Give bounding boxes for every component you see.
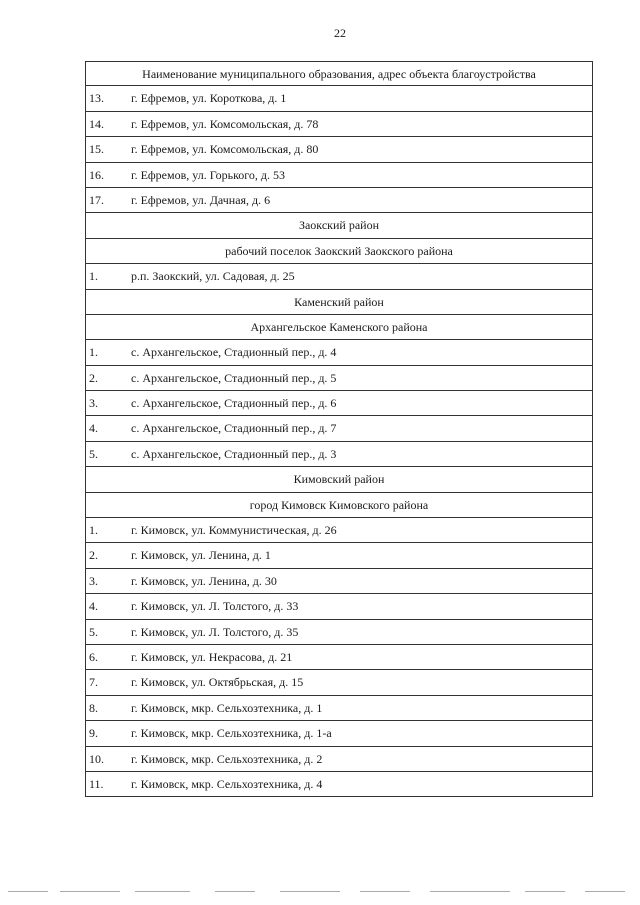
row-address: г. Ефремов, ул. Комсомольская, д. 78 bbox=[131, 116, 319, 131]
table-row bbox=[85, 620, 593, 645]
row-number: 6. bbox=[89, 649, 98, 664]
table-row bbox=[85, 594, 593, 619]
row-number: 15. bbox=[89, 142, 104, 157]
row-number: 9. bbox=[89, 726, 98, 741]
table-row bbox=[85, 391, 593, 416]
section-heading: Заокский район bbox=[85, 213, 593, 238]
row-number: 1. bbox=[89, 523, 98, 538]
table-row bbox=[85, 112, 593, 137]
section-heading: рабочий поселок Заокский Заокского района bbox=[85, 239, 593, 264]
row-address: г. Ефремов, ул. Комсомольская, д. 80 bbox=[131, 142, 319, 157]
footer-scan-marks bbox=[0, 889, 640, 895]
row-number: 1. bbox=[89, 345, 98, 360]
row-address: г. Кимовск, мкр. Сельхозтехника, д. 1-а bbox=[131, 726, 332, 741]
row-number: 5. bbox=[89, 624, 98, 639]
row-number: 14. bbox=[89, 116, 104, 131]
row-number: 3. bbox=[89, 396, 98, 411]
row-number: 2. bbox=[89, 370, 98, 385]
table-row bbox=[85, 137, 593, 162]
table-row bbox=[85, 721, 593, 746]
table-row bbox=[85, 86, 593, 111]
table-header: Наименование муниципального образования, адрес объекта благоустройства bbox=[85, 61, 593, 86]
row-number: 5. bbox=[89, 446, 98, 461]
row-address: г. Кимовск, ул. Л. Толстого, д. 33 bbox=[131, 599, 299, 614]
table-row bbox=[85, 366, 593, 391]
row-number: 7. bbox=[89, 675, 98, 690]
table-row bbox=[85, 442, 593, 467]
row-address: с. Архангельское, Стадионный пер., д. 3 bbox=[131, 446, 337, 461]
table-row bbox=[85, 747, 593, 772]
address-table bbox=[85, 61, 593, 797]
row-address: г. Кимовск, ул. Октябрьская, д. 15 bbox=[131, 675, 304, 690]
row-number: 8. bbox=[89, 700, 98, 715]
row-number: 13. bbox=[89, 91, 104, 106]
row-number: 17. bbox=[89, 192, 104, 207]
row-address: г. Ефремов, ул. Короткова, д. 1 bbox=[131, 91, 287, 106]
table-body bbox=[85, 86, 593, 797]
row-number: 10. bbox=[89, 751, 104, 766]
row-address: г. Кимовск, ул. Л. Толстого, д. 35 bbox=[131, 624, 299, 639]
row-number: 4. bbox=[89, 421, 98, 436]
table-row bbox=[85, 569, 593, 594]
table-row bbox=[85, 670, 593, 695]
table-row bbox=[85, 163, 593, 188]
table-row bbox=[85, 696, 593, 721]
row-address: г. Кимовск, мкр. Сельхозтехника, д. 2 bbox=[131, 751, 323, 766]
row-number: 2. bbox=[89, 548, 98, 563]
table-row bbox=[85, 340, 593, 365]
table-row bbox=[85, 772, 593, 797]
row-address: р.п. Заокский, ул. Садовая, д. 25 bbox=[131, 269, 295, 284]
row-address: г. Кимовск, мкр. Сельхозтехника, д. 4 bbox=[131, 776, 323, 791]
table-row bbox=[85, 543, 593, 568]
table-row bbox=[85, 518, 593, 543]
row-address: г. Ефремов, ул. Горького, д. 53 bbox=[131, 167, 286, 182]
row-number: 11. bbox=[89, 776, 104, 791]
row-address: г. Ефремов, ул. Дачная, д. 6 bbox=[131, 192, 271, 207]
row-address: с. Архангельское, Стадионный пер., д. 7 bbox=[131, 421, 337, 436]
row-address: г. Кимовск, ул. Коммунистическая, д. 26 bbox=[131, 523, 337, 538]
row-address: с. Архангельское, Стадионный пер., д. 5 bbox=[131, 370, 337, 385]
row-number: 1. bbox=[89, 269, 98, 284]
section-heading: Архангельское Каменского района bbox=[85, 315, 593, 340]
row-address: г. Кимовск, ул. Ленина, д. 30 bbox=[131, 573, 277, 588]
row-number: 16. bbox=[89, 167, 104, 182]
row-address: с. Архангельское, Стадионный пер., д. 4 bbox=[131, 345, 337, 360]
table-row bbox=[85, 264, 593, 289]
table-row bbox=[85, 188, 593, 213]
section-heading: Каменский район bbox=[85, 290, 593, 315]
section-heading: Кимовский район bbox=[85, 467, 593, 492]
section-heading: город Кимовск Кимовского района bbox=[85, 493, 593, 518]
page-number: 22 bbox=[334, 26, 346, 40]
row-address: г. Кимовск, мкр. Сельхозтехника, д. 1 bbox=[131, 700, 323, 715]
row-number: 3. bbox=[89, 573, 98, 588]
table-row bbox=[85, 416, 593, 441]
row-address: с. Архангельское, Стадионный пер., д. 6 bbox=[131, 396, 337, 411]
row-address: г. Кимовск, ул. Ленина, д. 1 bbox=[131, 548, 271, 563]
table-row bbox=[85, 645, 593, 670]
row-number: 4. bbox=[89, 599, 98, 614]
row-address: г. Кимовск, ул. Некрасова, д. 21 bbox=[131, 649, 293, 664]
